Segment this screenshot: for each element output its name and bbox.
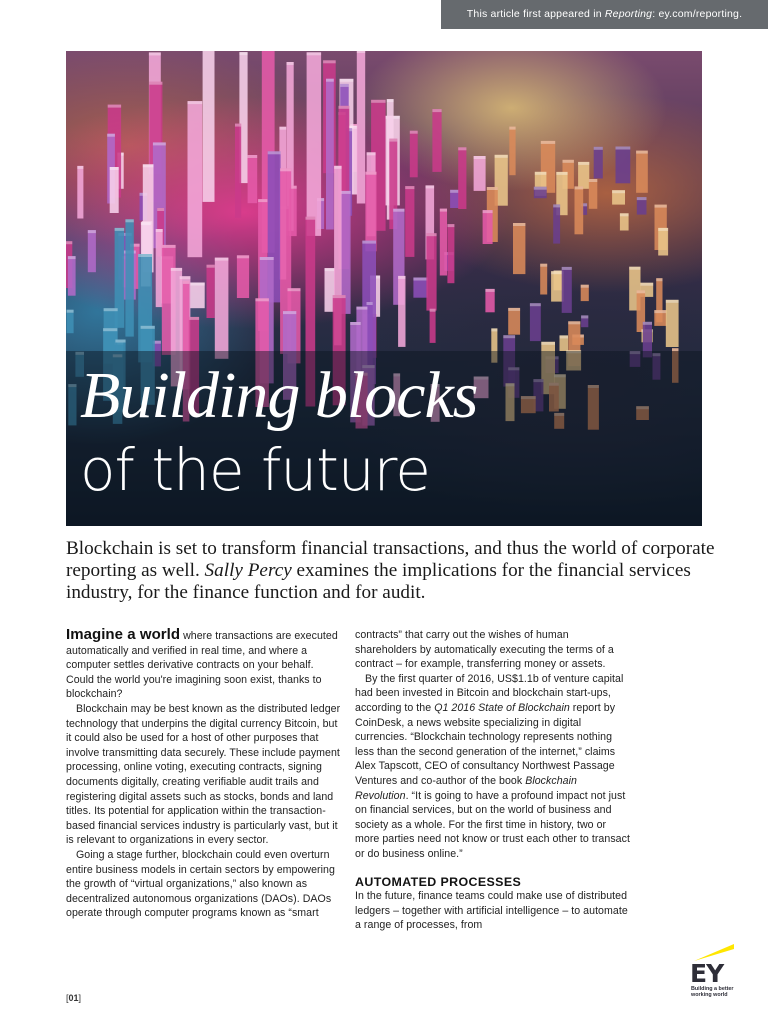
page-number-value: 01 <box>68 993 79 1003</box>
hero-bar-highlight <box>410 131 418 134</box>
hero-bar-highlight <box>575 186 584 189</box>
hero-bar-highlight <box>67 310 74 313</box>
hero-bar-highlight <box>143 164 154 167</box>
hero-bar-highlight <box>339 106 350 109</box>
hero-bar <box>513 223 525 274</box>
hero-bar-highlight <box>553 204 560 207</box>
hero-bar <box>215 258 229 359</box>
paragraph-2: Blockchain may be best known as the distributed ledger technology that underpins the digital currency Bitcoin, but it could also be used for a host of other purposes that involve transmitting data securely. These include payment processing, online voting, executing contracts, signing documents digitally, creating verifiable audit trails and registering digital assets such as stocks, bonds and land titles. Its potential for application within the transaction-based financial services industry is particularly vast, but it is relevant to organizations in every sector. <box>66 702 341 847</box>
hero-bar-highlight <box>508 308 520 311</box>
hero-bar-highlight <box>405 186 414 189</box>
hero-bar-highlight <box>115 228 125 231</box>
hero-bar-highlight <box>341 191 351 194</box>
hero-bar-highlight <box>183 281 190 284</box>
hero-bar-highlight <box>333 295 346 298</box>
hero-bar-highlight <box>387 99 394 102</box>
hero-bar-highlight <box>643 322 652 325</box>
hero-bar <box>578 162 589 189</box>
book-title: Blockchain Revolution <box>355 774 577 802</box>
hero-bar-highlight <box>637 290 646 293</box>
hero-bar-highlight <box>616 147 631 150</box>
hero-bar <box>594 147 603 179</box>
hero-bar-highlight <box>393 209 404 212</box>
hero-bar <box>203 51 215 202</box>
page-title <box>80 356 477 504</box>
hero-bar <box>405 186 414 257</box>
hero-bar-highlight <box>325 268 335 271</box>
title-line-1: Building blocks <box>80 359 478 432</box>
lead-in: Imagine a world <box>66 626 181 643</box>
hero-bar-highlight <box>108 105 121 108</box>
hero-bar-highlight <box>287 62 294 65</box>
title-line-2: of the future <box>80 436 430 504</box>
hero-bar <box>636 151 648 193</box>
hero-bar <box>616 147 631 184</box>
hero-bar <box>530 303 541 341</box>
hero-bar <box>575 186 584 234</box>
hero-bar-highlight <box>239 52 247 55</box>
hero-bar-highlight <box>440 209 447 212</box>
hero-bar-highlight <box>568 321 580 324</box>
hero-bar-highlight <box>509 127 515 130</box>
standfirst <box>66 538 716 604</box>
hero-bar-highlight <box>115 340 125 343</box>
page-number <box>66 993 81 1003</box>
hero-bar-highlight <box>356 307 367 310</box>
hero-bar-highlight <box>323 60 336 63</box>
hero-bar <box>540 264 547 295</box>
hero-bar-highlight <box>513 223 525 226</box>
hero-bar-highlight <box>157 208 164 211</box>
page-bracket-open: [ <box>66 993 69 1003</box>
hero-bar-highlight <box>340 84 349 87</box>
hero-bar <box>248 155 258 203</box>
banner-prefix: This article first appeared in <box>466 8 605 20</box>
hero-bar-highlight <box>255 298 269 301</box>
hero-bar-highlight <box>279 127 286 130</box>
hero-bar-highlight <box>556 172 567 175</box>
hero-bar-highlight <box>362 241 376 244</box>
hero-bar-highlight <box>156 229 163 232</box>
hero-bar-highlight <box>149 52 161 55</box>
hero-bar-highlight <box>68 256 76 259</box>
hero-bar <box>156 229 163 307</box>
hero-bar <box>110 167 119 213</box>
hero-bar <box>553 204 560 243</box>
hero-bar-highlight <box>110 167 119 170</box>
ey-logo <box>690 944 740 1002</box>
hero-image <box>66 51 702 526</box>
hero-bar-highlight <box>560 335 569 338</box>
hero-bar-highlight <box>162 245 176 248</box>
hero-bar-highlight <box>594 147 603 150</box>
hero-bar-highlight <box>656 278 662 281</box>
hero-bar <box>398 276 405 347</box>
hero-bar-highlight <box>188 317 199 320</box>
hero-bar-highlight <box>458 147 466 150</box>
hero-bar-highlight <box>581 315 588 318</box>
ey-letters: EY <box>690 959 724 988</box>
hero-bar-highlight <box>654 310 666 313</box>
hero-bar-highlight <box>138 254 152 257</box>
hero-bar-highlight <box>371 100 386 103</box>
hero-bar <box>483 210 493 244</box>
hero-bar-highlight <box>350 322 361 325</box>
hero-bar-highlight <box>495 155 508 158</box>
hero-bar <box>77 166 83 219</box>
hero-bar-highlight <box>430 309 436 312</box>
hero-bar <box>413 278 428 298</box>
hero-bar-highlight <box>334 166 342 169</box>
hero-bar-highlight <box>66 241 72 244</box>
hero-bar-highlight <box>655 205 667 208</box>
paragraph-5-a: By the first quarter of 2016, US$1.1b of venture capital had been invested in Bitcoin and blockchain start-ups, according to the <box>355 672 624 714</box>
hero-bar-highlight <box>612 190 625 193</box>
body-column-right <box>355 628 631 933</box>
hero-bar-highlight <box>141 326 155 329</box>
hero-bar-highlight <box>485 289 494 292</box>
hero-bar <box>365 172 376 252</box>
hero-bar <box>125 219 133 336</box>
hero-bar-highlight <box>104 308 118 311</box>
paragraph-1 <box>66 628 344 702</box>
hero-bar-highlight <box>620 213 629 216</box>
paragraph-6: In the future, finance teams could make use of distributed ledgers – together with artificial intelligence – to automate a range of processes, from <box>355 890 628 932</box>
hero-bar-highlight <box>426 233 436 236</box>
hero-bar-highlight <box>268 151 281 154</box>
hero-bar-highlight <box>307 52 322 55</box>
hero-bar-highlight <box>426 185 435 188</box>
hero-bar <box>474 156 486 191</box>
banner-publication: Reporting <box>604 8 653 20</box>
hero-bar <box>235 124 241 218</box>
hero-bar <box>589 179 598 209</box>
hero-bar-highlight <box>589 179 598 182</box>
hero-bar-highlight <box>541 141 555 144</box>
article-source-banner <box>441 0 768 29</box>
hero-bar <box>326 79 334 230</box>
paragraph-5-b: report by CoinDesk, a news website specializing in digital currencies. “Blockchain technology represents nothing less than the second generation of the internet,” claims Alex Tapscott, CEO of consultancy Northwest Passage Ventures and co-author of the book <box>355 701 616 787</box>
hero-bar-highlight <box>534 187 547 190</box>
report-title: Q1 2016 State of Blockchain <box>434 701 570 714</box>
hero-bar-highlight <box>365 172 376 175</box>
hero-bar-highlight <box>503 335 515 338</box>
hero-bar-highlight <box>474 156 486 159</box>
hero-bar-highlight <box>235 124 241 127</box>
hero-bar-highlight <box>367 302 373 305</box>
hero-bar-highlight <box>188 101 203 104</box>
paragraph-3: Going a stage further, blockchain could even overturn entire business models in certain sectors by empowering the growth of “virtual organizations,” also known as decentralized autonomous organizations (DAOs). DAOs operate through computer programs known as “smart <box>66 848 335 920</box>
hero-bar-highlight <box>258 199 267 202</box>
hero-bar-highlight <box>413 278 428 281</box>
hero-bar-highlight <box>357 51 365 53</box>
hero-bar-highlight <box>581 285 589 288</box>
hero-bar-highlight <box>283 311 296 314</box>
hero-bar <box>508 308 520 335</box>
hero-bar <box>207 265 215 318</box>
hero-bar <box>509 127 515 176</box>
hero-bar-highlight <box>447 224 454 227</box>
hero-bar-highlight <box>450 190 458 193</box>
hero-bar-highlight <box>340 79 354 82</box>
paragraph-4: contracts” that carry out the wishes of human shareholders by automatically executing the terms of a contract – for example, transferring money or assets. <box>355 629 614 671</box>
hero-bar-highlight <box>288 288 301 291</box>
author-name: Sally Percy <box>204 560 292 581</box>
standfirst-part-2: examines the implications for the financial services industry, for the finance function and for audit. <box>66 560 691 603</box>
hero-bar-highlight <box>153 142 166 145</box>
hero-bar-highlight <box>535 172 547 175</box>
hero-bar <box>458 147 466 209</box>
hero-bar-highlight <box>578 162 589 165</box>
hero-bar <box>430 309 436 343</box>
hero-bar-highlight <box>672 348 679 351</box>
section-subhead: AUTOMATED PROCESSES <box>355 874 522 889</box>
hero-bar <box>666 300 679 347</box>
hero-bar-highlight <box>562 267 572 270</box>
hero-bar-highlight <box>280 168 291 171</box>
hero-bar <box>485 289 494 312</box>
hero-bar <box>447 224 454 283</box>
paragraph-5 <box>355 672 631 862</box>
hero-bar-highlight <box>77 166 83 169</box>
hero-bar-highlight <box>190 283 205 286</box>
hero-bar-highlight <box>141 222 151 225</box>
hero-bar-highlight <box>483 210 493 213</box>
hero-bar-highlight <box>215 258 229 261</box>
hero-bar-highlight <box>107 134 115 137</box>
hero-bar <box>432 109 441 172</box>
hero-bar-highlight <box>563 160 574 163</box>
hero-bar <box>357 51 365 204</box>
hero-bar-highlight <box>88 230 96 233</box>
ey-tagline: Building a better working world <box>691 986 734 998</box>
hero-bar-highlight <box>103 328 117 331</box>
hero-bar-highlight <box>629 267 640 270</box>
hero-bar-highlight <box>487 187 498 190</box>
hero-bar <box>68 256 76 296</box>
hero-bar-highlight <box>432 109 441 112</box>
paragraph-5-c: . “It is going to have a profound impact not just on financial services, but on the world of business and society as a whole. For the first time in history, two or more parties need not know or trust each other to transact or do business online.” <box>355 789 630 860</box>
hero-bar <box>307 52 322 236</box>
hero-bar-highlight <box>398 276 405 279</box>
body-column-left <box>66 628 344 921</box>
hero-bar-highlight <box>306 217 316 220</box>
hero-bar <box>426 233 436 310</box>
hero-bar <box>188 101 203 257</box>
page-bracket-close: ] <box>78 993 82 1003</box>
standfirst-part-1: Blockchain is set to transform financial transactions, and thus the world of corporate reporting as well. <box>66 538 715 581</box>
hero-bar-highlight <box>248 155 258 158</box>
hero-bar <box>562 267 572 313</box>
hero-bar-highlight <box>326 79 334 82</box>
hero-bar-highlight <box>389 139 397 142</box>
hero-bar <box>190 283 205 309</box>
hero-bar-highlight <box>180 276 191 279</box>
hero-bar <box>67 310 74 334</box>
hero-bar-highlight <box>640 283 653 286</box>
hero-bar-highlight <box>207 265 215 268</box>
hero-bar-highlight <box>260 257 274 260</box>
hero-bar-highlight <box>237 255 249 258</box>
hero-bar-highlight <box>125 219 133 222</box>
hero-bar-highlight <box>491 328 497 331</box>
hero-bar-highlight <box>666 300 679 303</box>
paragraph-1-text: where transactions are executed automatically and verified in real time, and where a computer settles derivative contracts on your behalf. Could the world you're imagining soon exist, thanks to blockchain? <box>66 630 338 701</box>
hero-bar-highlight <box>541 342 555 345</box>
hero-bar-highlight <box>637 197 647 200</box>
hero-bar-highlight <box>367 152 376 155</box>
hero-bar-highlight <box>658 228 668 231</box>
hero-bar <box>440 209 447 276</box>
hero-bar-highlight <box>636 151 648 154</box>
hero-bar <box>88 230 96 272</box>
hero-bar-highlight <box>540 264 547 267</box>
hero-bar <box>237 255 249 298</box>
hero-bar <box>410 131 418 178</box>
hero-bar-highlight <box>149 82 162 85</box>
hero-bar <box>658 228 668 256</box>
hero-bar-highlight <box>530 303 541 306</box>
hero-bar-highlight <box>171 268 182 271</box>
banner-suffix: : ey.com/reporting. <box>652 8 743 20</box>
